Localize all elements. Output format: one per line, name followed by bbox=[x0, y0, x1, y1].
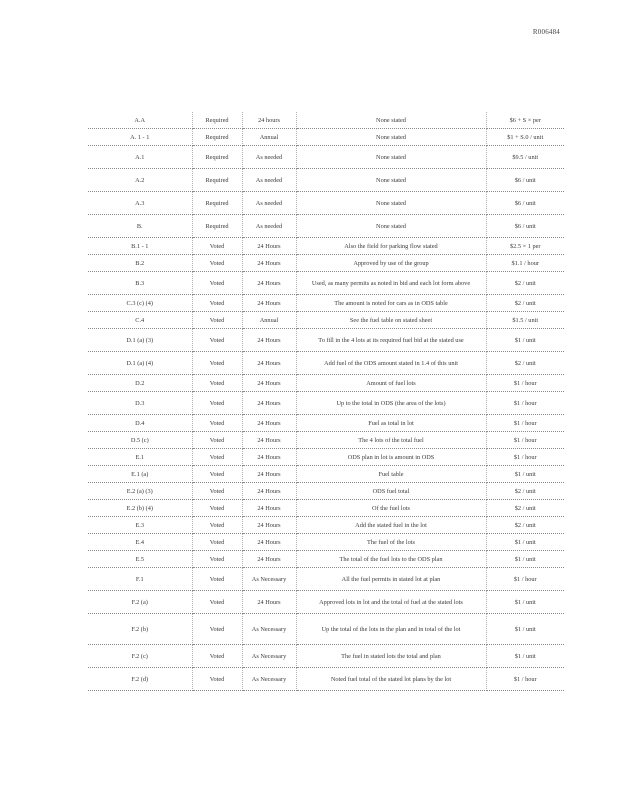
table-cell-c: 24 Hours bbox=[242, 238, 296, 255]
table-cell-b: Voted bbox=[192, 415, 242, 432]
table-row bbox=[88, 534, 564, 551]
table-cell-e: $9.5 / unit bbox=[486, 146, 564, 169]
table-cell-d: Of the fuel lots bbox=[296, 500, 486, 517]
table-cell-e: $1 / hour bbox=[486, 568, 564, 591]
table-cell-c: 24 Hours bbox=[242, 375, 296, 392]
table-cell-b: Voted bbox=[192, 392, 242, 415]
table-cell-b: Voted bbox=[192, 272, 242, 295]
table-cell-b: Voted bbox=[192, 352, 242, 375]
table-cell-d: ODS fuel total bbox=[296, 483, 486, 500]
table-cell-b: Voted bbox=[192, 295, 242, 312]
table-cell-e: $6 / unit bbox=[486, 192, 564, 215]
table-cell-a: E.2 (a) (3) bbox=[88, 483, 192, 500]
table-cell-b: Voted bbox=[192, 668, 242, 691]
table-cell-a: B.2 bbox=[88, 255, 192, 272]
table-cell-a: B.1 - 1 bbox=[88, 238, 192, 255]
table-row bbox=[88, 295, 564, 312]
table-cell-b: Voted bbox=[192, 483, 242, 500]
table-cell-e: $1 / unit bbox=[486, 614, 564, 645]
table-cell-d: The fuel in stated lots the total and plan bbox=[296, 645, 486, 668]
table-cell-b: Voted bbox=[192, 645, 242, 668]
table-cell-d: Used, as many permits as noted in bid and each lot form above bbox=[296, 272, 486, 295]
table-cell-c: 24 Hours bbox=[242, 415, 296, 432]
table-cell-b: Voted bbox=[192, 375, 242, 392]
table-cell-e: $2 / unit bbox=[486, 295, 564, 312]
table-row bbox=[88, 112, 564, 129]
table-cell-d: All the fuel permits in stated lot at plan bbox=[296, 568, 486, 591]
table-cell-d: None stated bbox=[296, 146, 486, 169]
table-cell-a: B. bbox=[88, 215, 192, 238]
table-cell-b: Voted bbox=[192, 517, 242, 534]
table-cell-d: Fuel as total in lot bbox=[296, 415, 486, 432]
table-cell-b: Required bbox=[192, 215, 242, 238]
table-cell-b: Voted bbox=[192, 568, 242, 591]
table-cell-c: 24 Hours bbox=[242, 449, 296, 466]
table-row bbox=[88, 129, 564, 146]
table-cell-d: None stated bbox=[296, 112, 486, 129]
table-cell-b: Voted bbox=[192, 534, 242, 551]
table-row bbox=[88, 449, 564, 466]
table-cell-c: As needed bbox=[242, 146, 296, 169]
table-cell-c: 24 Hours bbox=[242, 255, 296, 272]
table-row bbox=[88, 312, 564, 329]
table-cell-c: As Necessary bbox=[242, 568, 296, 591]
table-cell-d: Up to the total in ODS (the area of the lots) bbox=[296, 392, 486, 415]
table-cell-b: Required bbox=[192, 169, 242, 192]
table-cell-a: F.2 (a) bbox=[88, 591, 192, 614]
table-cell-b: Voted bbox=[192, 432, 242, 449]
table-cell-d: Noted fuel total of the stated lot plans by the lot bbox=[296, 668, 486, 691]
table-row bbox=[88, 568, 564, 591]
table-cell-a: D.1 (a) (4) bbox=[88, 352, 192, 375]
table-cell-a: A. 1 - 1 bbox=[88, 129, 192, 146]
table-cell-e: $1 / hour bbox=[486, 668, 564, 691]
table-cell-c: As Necessary bbox=[242, 614, 296, 645]
table-row bbox=[88, 392, 564, 415]
table-cell-e: $1 / unit bbox=[486, 591, 564, 614]
table-cell-d: Amount of fuel lots bbox=[296, 375, 486, 392]
table-row bbox=[88, 483, 564, 500]
table-cell-e: $1 / hour bbox=[486, 415, 564, 432]
table-row bbox=[88, 591, 564, 614]
table-cell-c: As needed bbox=[242, 169, 296, 192]
table-cell-c: 24 Hours bbox=[242, 551, 296, 568]
table-row bbox=[88, 329, 564, 352]
table-cell-e: $1 / hour bbox=[486, 392, 564, 415]
table-cell-d: Also the field for parking flow stated bbox=[296, 238, 486, 255]
table-row bbox=[88, 352, 564, 375]
table-row bbox=[88, 238, 564, 255]
table-cell-d: Up the total of the lots in the plan and in total of the lot bbox=[296, 614, 486, 645]
table-cell-d: The total of the fuel lots to the ODS plan bbox=[296, 551, 486, 568]
table-cell-e: $2 / unit bbox=[486, 272, 564, 295]
table-cell-e: $1 / unit bbox=[486, 551, 564, 568]
table-cell-a: C.3 (c) (4) bbox=[88, 295, 192, 312]
table-cell-d: The fuel of the lots bbox=[296, 534, 486, 551]
table-cell-d: Add the stated fuel in the lot bbox=[296, 517, 486, 534]
table-cell-a: D.5 (c) bbox=[88, 432, 192, 449]
table-cell-d: Fuel table bbox=[296, 466, 486, 483]
table-cell-b: Voted bbox=[192, 591, 242, 614]
table-cell-b: Voted bbox=[192, 312, 242, 329]
table-cell-b: Voted bbox=[192, 466, 242, 483]
page-id: R006484 bbox=[532, 28, 560, 36]
table-cell-a: E.3 bbox=[88, 517, 192, 534]
table-cell-e: $2 / unit bbox=[486, 500, 564, 517]
table-cell-c: 24 hours bbox=[242, 112, 296, 129]
table-cell-e: $1 / unit bbox=[486, 466, 564, 483]
table-cell-e: $1 / hour bbox=[486, 432, 564, 449]
table-row bbox=[88, 169, 564, 192]
table-cell-e: $2 / unit bbox=[486, 483, 564, 500]
table-cell-e: $1.5 / unit bbox=[486, 312, 564, 329]
table-cell-e: $2 / unit bbox=[486, 352, 564, 375]
table-row bbox=[88, 215, 564, 238]
table-row bbox=[88, 500, 564, 517]
table-cell-c: As Necessary bbox=[242, 645, 296, 668]
table-cell-a: E.1 bbox=[88, 449, 192, 466]
table-cell-b: Required bbox=[192, 129, 242, 146]
table-row bbox=[88, 668, 564, 691]
table-cell-d: See the fuel table on stated sheet bbox=[296, 312, 486, 329]
table-cell-a: E.2 (b) (4) bbox=[88, 500, 192, 517]
table-cell-a: D.3 bbox=[88, 392, 192, 415]
table-cell-a: E.4 bbox=[88, 534, 192, 551]
table-cell-a: F.2 (c) bbox=[88, 645, 192, 668]
table-cell-b: Voted bbox=[192, 551, 242, 568]
table-cell-d: None stated bbox=[296, 129, 486, 146]
table-body bbox=[88, 112, 564, 691]
table-cell-c: 24 Hours bbox=[242, 591, 296, 614]
table-row bbox=[88, 146, 564, 169]
table-cell-a: D.1 (a) (3) bbox=[88, 329, 192, 352]
table-cell-b: Required bbox=[192, 112, 242, 129]
table-cell-e: $2 / unit bbox=[486, 517, 564, 534]
table-cell-b: Voted bbox=[192, 500, 242, 517]
table-cell-b: Voted bbox=[192, 329, 242, 352]
table-cell-d: None stated bbox=[296, 169, 486, 192]
table-cell-c: As needed bbox=[242, 192, 296, 215]
table-cell-e: $1 / hour bbox=[486, 375, 564, 392]
table-cell-e: $6 / unit bbox=[486, 169, 564, 192]
table-cell-d: None stated bbox=[296, 215, 486, 238]
table-cell-a: C.4 bbox=[88, 312, 192, 329]
table-cell-c: As needed bbox=[242, 215, 296, 238]
table-cell-e: $2.5 × 1 per bbox=[486, 238, 564, 255]
table-cell-d: Add fuel of the ODS amount stated in 1.4 of this unit bbox=[296, 352, 486, 375]
table-cell-a: E.1 (a) bbox=[88, 466, 192, 483]
table-cell-d: The amount is noted for cars as in ODS table bbox=[296, 295, 486, 312]
table-cell-a: A.2 bbox=[88, 169, 192, 192]
table-cell-a: E.5 bbox=[88, 551, 192, 568]
table-row bbox=[88, 551, 564, 568]
table-cell-b: Voted bbox=[192, 238, 242, 255]
table-cell-c: 24 Hours bbox=[242, 517, 296, 534]
table-row bbox=[88, 517, 564, 534]
table-cell-e: $6 / unit bbox=[486, 215, 564, 238]
table-cell-c: As Necessary bbox=[242, 668, 296, 691]
table-cell-e: $1 / unit bbox=[486, 534, 564, 551]
table-cell-a: D.4 bbox=[88, 415, 192, 432]
table-cell-a: B.3 bbox=[88, 272, 192, 295]
schedule-table bbox=[88, 112, 564, 691]
table-cell-a: A.A bbox=[88, 112, 192, 129]
table-cell-c: 24 Hours bbox=[242, 295, 296, 312]
table-cell-c: 24 Hours bbox=[242, 483, 296, 500]
table-cell-b: Required bbox=[192, 192, 242, 215]
table-cell-e: $6 + S × per bbox=[486, 112, 564, 129]
table-cell-c: 24 Hours bbox=[242, 432, 296, 449]
table-row bbox=[88, 272, 564, 295]
table-cell-e: $1 + S.0 / unit bbox=[486, 129, 564, 146]
table-cell-e: $1 / hour bbox=[486, 449, 564, 466]
table-cell-b: Voted bbox=[192, 449, 242, 466]
table-cell-b: Voted bbox=[192, 614, 242, 645]
table-cell-e: $1 / unit bbox=[486, 645, 564, 668]
table-cell-d: None stated bbox=[296, 192, 486, 215]
table-cell-d: ODS plan in lot is amount in ODS bbox=[296, 449, 486, 466]
table-row bbox=[88, 614, 564, 645]
table-cell-d: The 4 lots of the total fuel bbox=[296, 432, 486, 449]
table-cell-e: $1.1 / hour bbox=[486, 255, 564, 272]
table-cell-a: F.2 (b) bbox=[88, 614, 192, 645]
table-cell-c: 24 Hours bbox=[242, 352, 296, 375]
table-row bbox=[88, 415, 564, 432]
table-cell-c: 24 Hours bbox=[242, 534, 296, 551]
table-row bbox=[88, 432, 564, 449]
table-row bbox=[88, 375, 564, 392]
table-row bbox=[88, 255, 564, 272]
table-cell-c: 24 Hours bbox=[242, 466, 296, 483]
table-cell-a: D.2 bbox=[88, 375, 192, 392]
table-cell-a: A.3 bbox=[88, 192, 192, 215]
table-row bbox=[88, 466, 564, 483]
table-cell-d: Approved by use of the group bbox=[296, 255, 486, 272]
table-cell-a: F.2 (d) bbox=[88, 668, 192, 691]
table-row bbox=[88, 645, 564, 668]
table-cell-b: Required bbox=[192, 146, 242, 169]
table-cell-b: Voted bbox=[192, 255, 242, 272]
table-cell-d: Approved lots in lot and the total of fuel at the stated lots bbox=[296, 591, 486, 614]
table-cell-c: 24 Hours bbox=[242, 272, 296, 295]
table-cell-c: Annual bbox=[242, 129, 296, 146]
table-cell-e: $1 / unit bbox=[486, 329, 564, 352]
table-cell-c: Annual bbox=[242, 312, 296, 329]
table-cell-c: 24 Hours bbox=[242, 329, 296, 352]
table-row bbox=[88, 192, 564, 215]
table-cell-c: 24 Hours bbox=[242, 500, 296, 517]
table-cell-d: To fill in the 4 lots at its required fuel bid at the stated use bbox=[296, 329, 486, 352]
table-cell-c: 24 Hours bbox=[242, 392, 296, 415]
table-cell-a: A.1 bbox=[88, 146, 192, 169]
table-cell-a: F.1 bbox=[88, 568, 192, 591]
